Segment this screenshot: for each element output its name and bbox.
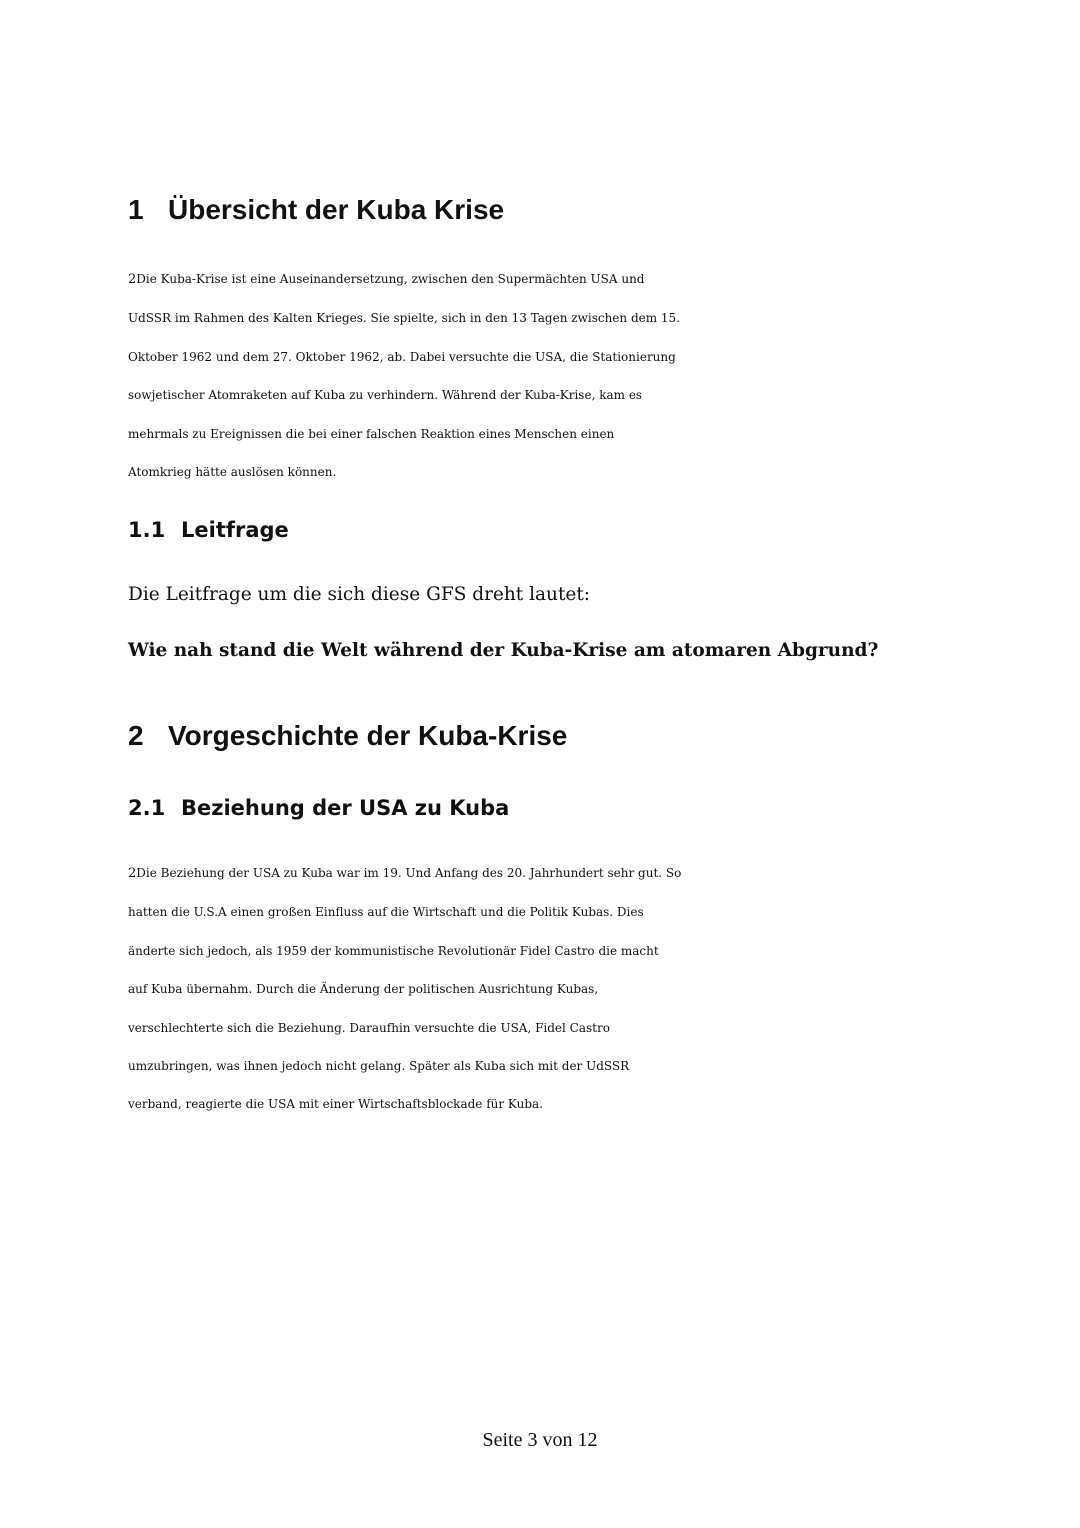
paragraph-line: 2Die Kuba-Krise ist eine Auseinandersetzung, zwischen den Supermächten USA und xyxy=(128,272,645,287)
paragraph-line: UdSSR im Rahmen des Kalten Krieges. Sie spielte, sich in den 13 Tagen zwischen dem 15. xyxy=(128,311,681,326)
paragraph-line: verband, reagierte die USA mit einer Wirtschaftsblockade für Kuba. xyxy=(128,1097,543,1112)
paragraph-line: 2Die Beziehung der USA zu Kuba war im 19. Und Anfang des 20. Jahrhundert sehr gut. So xyxy=(128,866,682,881)
heading-number: 1 xyxy=(128,194,144,225)
paragraph-line: mehrmals zu Ereignissen die bei einer falschen Reaktion eines Menschen einen xyxy=(128,426,615,441)
paragraph-line: Atomkrieg hätte auslösen können. xyxy=(128,465,337,480)
heading-section-1 xyxy=(128,193,504,227)
paragraph-overview xyxy=(128,260,968,491)
paragraph-line: verschlechterte sich die Beziehung. Daraufhin versuchte die USA, Fidel Castro xyxy=(128,1020,610,1035)
heading-section-1-1 xyxy=(128,516,289,544)
heading-number: 2 xyxy=(128,720,144,751)
leitfrage-intro: Die Leitfrage um die sich diese GFS dreht lautet: xyxy=(128,584,591,605)
paragraph-line: umzubringen, was ihnen jedoch nicht gelang. Später als Kuba sich mit der UdSSR xyxy=(128,1059,630,1074)
heading-section-2 xyxy=(128,719,567,753)
paragraph-line: hatten die U.S.A einen großen Einfluss auf die Wirtschaft und die Politik Kubas. Dies xyxy=(128,905,644,920)
footnote-marker: 2 xyxy=(128,866,137,881)
paragraph-line: sowjetischer Atomraketen auf Kuba zu verhindern. Während der Kuba-Krise, kam es xyxy=(128,388,643,403)
heading-number: 2.1 xyxy=(128,796,166,820)
heading-title: Beziehung der USA zu Kuba xyxy=(181,796,510,820)
heading-number: 1.1 xyxy=(128,518,166,542)
heading-title: Vorgeschichte der Kuba-Krise xyxy=(168,720,568,751)
leitfrage-question: Wie nah stand die Welt während der Kuba-Krise am atomaren Abgrund? xyxy=(128,640,879,661)
heading-section-2-1 xyxy=(128,794,509,822)
heading-title: Übersicht der Kuba Krise xyxy=(168,194,505,225)
footnote-marker: 2 xyxy=(128,272,137,287)
heading-title: Leitfrage xyxy=(181,518,289,542)
paragraph-line: änderte sich jedoch, als 1959 der kommunistische Revolutionär Fidel Castro die macht xyxy=(128,943,659,958)
paragraph-relationship xyxy=(128,854,968,1124)
page-footer: Seite 3 von 12 xyxy=(482,1429,598,1451)
paragraph-line: auf Kuba übernahm. Durch die Änderung der politischen Ausrichtung Kubas, xyxy=(128,982,599,997)
paragraph-line: Oktober 1962 und dem 27. Oktober 1962, ab. Dabei versuchte die USA, die Stationierung xyxy=(128,349,676,364)
